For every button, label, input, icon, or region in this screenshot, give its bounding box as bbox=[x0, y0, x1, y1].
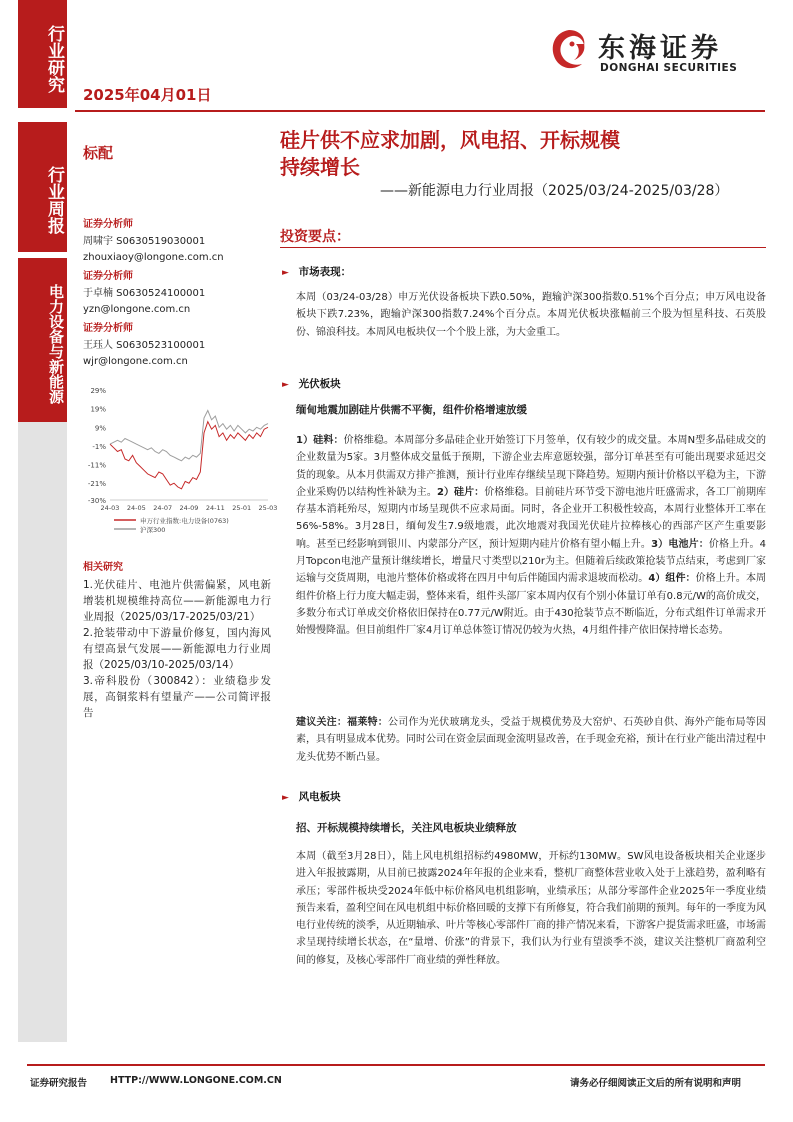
pv-module-label: 4）组件： bbox=[648, 573, 696, 585]
y-tick-label: -11% bbox=[87, 461, 106, 470]
x-tick-label: 24-03 bbox=[100, 504, 120, 512]
related-item[interactable]: 1.光伏硅片、电池片供需偏紧，风电新增装机规模维持高位——新能源电力行业周报（2025/03/17-2025/03/21） bbox=[83, 579, 271, 623]
y-tick-label: 29% bbox=[90, 387, 106, 395]
market-heading bbox=[282, 264, 351, 279]
analyst-name-id: 王珏人 S0630523100001 bbox=[83, 340, 206, 351]
pv-silicon-text: 价格维稳。本周部分多晶硅企业开始签订下月签单，仅有较少的成交量。本周N型多晶硅成交的企业数量为5家。3月整体成交量低于预期，下游企业去库意愿较强，部分订单甚至有可能出现要求延迟交货的现象。从本月供需双方排产推测，预计行业库存继续呈现下降趋势。短期内预计价格以平稳为主，下游企业采购仍以结构性补缺为主。 bbox=[296, 435, 766, 498]
performance-chart bbox=[82, 382, 278, 542]
pv-suggestion-label: 建议关注：福莱特： bbox=[296, 717, 388, 728]
triangle-bullet-icon: ► bbox=[282, 793, 289, 803]
pv-silicon-label: 1）硅料： bbox=[296, 435, 344, 446]
analyst-block bbox=[83, 218, 268, 374]
logo-chinese-name: 东海证券 bbox=[598, 33, 722, 64]
analyst-email[interactable]: yzn@longone.com.cn bbox=[83, 304, 191, 315]
wind-subheading: 招、开标规模持续增长，关注风电板块业绩释放 bbox=[296, 822, 517, 834]
side-tab-weekly-label: 行业周报 bbox=[44, 166, 64, 234]
x-tick-label: 24-09 bbox=[179, 504, 199, 512]
y-tick-label: -30% bbox=[87, 497, 106, 505]
side-tab-research-label: 行业研究 bbox=[44, 25, 64, 93]
company-logo bbox=[546, 22, 776, 82]
header-divider bbox=[75, 110, 765, 112]
x-tick-label: 24-11 bbox=[205, 504, 225, 512]
related-research bbox=[83, 558, 271, 721]
x-tick-label: 24-05 bbox=[126, 504, 146, 512]
pv-suggestion bbox=[296, 714, 766, 766]
legend-label: 申万行业指数:电力设备(0763) bbox=[140, 517, 229, 525]
y-tick-label: -21% bbox=[87, 480, 106, 489]
analyst-1 bbox=[83, 218, 268, 270]
y-tick-label: 19% bbox=[90, 405, 106, 414]
triangle-bullet-icon: ► bbox=[282, 380, 289, 390]
analyst-label: 证券分析师 bbox=[83, 271, 133, 282]
x-tick-label: 25-03 bbox=[258, 504, 278, 512]
side-tab-sector-label: 电力设备与新能源 bbox=[47, 284, 65, 404]
y-tick-label: 9% bbox=[94, 424, 106, 433]
market-heading-text: 市场表现： bbox=[298, 266, 352, 278]
wind-text: 本周（截至3月28日），陆上风电机组招标约4980MW，开标约130MW。SW风电设备板块相关企业逐步进入年报披露期，从目前已披露2024年年报的企业来看，整机厂商整体营业收入处于上涨趋势，盈利略有承压；零部件板块受2024年低中标价格风电机组影响，业绩承压；从部分零部件企业2025年一季度业绩预告来看，盈利空间在风电机组中标价格回暖的支撑下有所修复，符合我们前期的预判。每年的一季度为风电行业传统的淡季，从近期轴承、叶片等核心零部件厂商的排产情况来看，下游客户提货需求旺盛，市场需求呈现持续增长状态，在“量增、价涨”的背景下，我们认为行业有望淡季不淡，建议关注整机厂商盈利空间的修复，及核心零部件厂商业绩的弹性释放。 bbox=[296, 851, 766, 966]
analyst-3 bbox=[83, 322, 268, 374]
footer-disclaimer: 请务必仔细阅读正文后的所有说明和声明 bbox=[570, 1078, 742, 1089]
related-item[interactable]: 3.帝科股份（300842）：业绩稳步发展，高铜浆料有望量产——公司简评报告 bbox=[83, 675, 271, 719]
footer-divider bbox=[27, 1064, 765, 1066]
logo-english-name: DONGHAI SECURITIES bbox=[600, 62, 738, 74]
pv-wafer-label: 2）硅片： bbox=[436, 486, 485, 498]
y-tick-label: -1% bbox=[92, 442, 106, 451]
footer-url[interactable]: HTTP://WWW.LONGONE.COM.CN bbox=[110, 1075, 282, 1086]
pv-suggestion-text: 公司作为光伏玻璃龙头，受益于规模优势及大窑炉、石英砂自供、海外产能布局等因素，具有明显成本优势。同时公司在资金层面现金流明显改善，在手现金充裕，预计在行业产能出清过程中龙头优势不断凸显。 bbox=[296, 717, 766, 763]
analyst-email[interactable]: wjr@longone.com.cn bbox=[83, 356, 188, 367]
analyst-label: 证券分析师 bbox=[83, 219, 133, 230]
market-text: 本周（03/24-03/28）申万光伏设备板块下跌0.50%，跑输沪深300指数0.51%个百分点；申万风电设备板块下跌7.23%，跑输沪深300指数7.24%个百分点。本周光伏板块涨幅前三个股为恒星科技、石英股份、锦浪科技。本周风电板块仅一个个股上涨，为大金重工。 bbox=[296, 292, 766, 338]
key-points-underline bbox=[280, 247, 766, 248]
rating-label: 标配 bbox=[83, 144, 114, 162]
report-date: 2025年04月01日 bbox=[83, 86, 212, 104]
analyst-2 bbox=[83, 270, 268, 322]
pv-cell-label: 3）电池片： bbox=[651, 538, 709, 550]
dragon-logo-icon bbox=[546, 26, 592, 76]
pv-subheading: 缅甸地震加剧硅片供需不平衡，组件价格增速放缓 bbox=[296, 404, 527, 416]
x-tick-label: 25-01 bbox=[232, 504, 252, 512]
analyst-email[interactable]: zhouxiaoy@longone.com.cn bbox=[83, 252, 224, 263]
analyst-name-id: 周啸宇 S0630519030001 bbox=[83, 236, 206, 247]
related-item[interactable]: 2.抢装带动中下游量价修复，国内海风有望高景气发展——新能源电力行业周报（2025/03/10-2025/03/14） bbox=[83, 627, 271, 671]
series-line bbox=[110, 411, 268, 461]
pv-module-text: 价格上升。本周组件价格上行力度大幅走弱，整体来看，组件头部厂家本周内仅有个别小体量订单有0.8元/W的高价成交，多数分布式订单成交价格依旧保持在0.77元/W附近。由于430抢装节点不断临近，分布式组件订单需求开始慢慢降温。但目前组件厂家4月订单总体签订情况仍较为火热，4月组件排产依旧保持增长态势。 bbox=[296, 573, 767, 637]
analyst-label: 证券分析师 bbox=[83, 323, 133, 334]
x-tick-label: 24-07 bbox=[153, 504, 173, 512]
wind-heading bbox=[282, 789, 341, 804]
report-title-line2: 持续增长 bbox=[280, 155, 360, 179]
report-subtitle: ——新能源电力行业周报（2025/03/24-2025/03/28） bbox=[380, 183, 729, 199]
related-heading: 相关研究 bbox=[83, 562, 123, 573]
key-points-heading: 投资要点： bbox=[280, 229, 350, 245]
legend-label: 沪深300 bbox=[140, 526, 166, 534]
analyst-name-id: 于卓楠 S0630524100001 bbox=[83, 288, 206, 299]
triangle-bullet-icon: ► bbox=[282, 268, 289, 278]
footer-left-label: 证券研究报告 bbox=[30, 1078, 88, 1089]
pv-cell-text: 价格上升。4月Topcon电池产量预计继续增长，增量尺寸类型以210r为主。但随着后续政策抢装节点结束，考虑到厂家运输与交货周期，电池片整体价格或将在四月中旬后伴随国内需求退坡而松动。 bbox=[296, 538, 766, 585]
pv-heading bbox=[282, 376, 341, 391]
report-title-line1: 硅片供不应求加剧，风电招、开标规模 bbox=[280, 128, 620, 152]
pv-heading-text: 光伏板块 bbox=[298, 378, 341, 390]
pv-text bbox=[296, 432, 766, 640]
pv-wafer-text: 价格维稳。目前硅片环节受下游电池片旺盛需求，各工厂前期库存基本消耗殆尽，短期内市场呈现供不应求局面。同时，各企业开工积极性较高，本周行业整体开工率在56%-58%。3月28日，缅甸发生7.9级地震，此次地震对我国光伏硅片拉棒核心的西部产区产生重要影响。甚至已经影响到银川、内蒙部分产区，预计短期内硅片价格有望小幅上升。 bbox=[296, 486, 767, 550]
wind-heading-text: 风电板块 bbox=[298, 791, 341, 803]
